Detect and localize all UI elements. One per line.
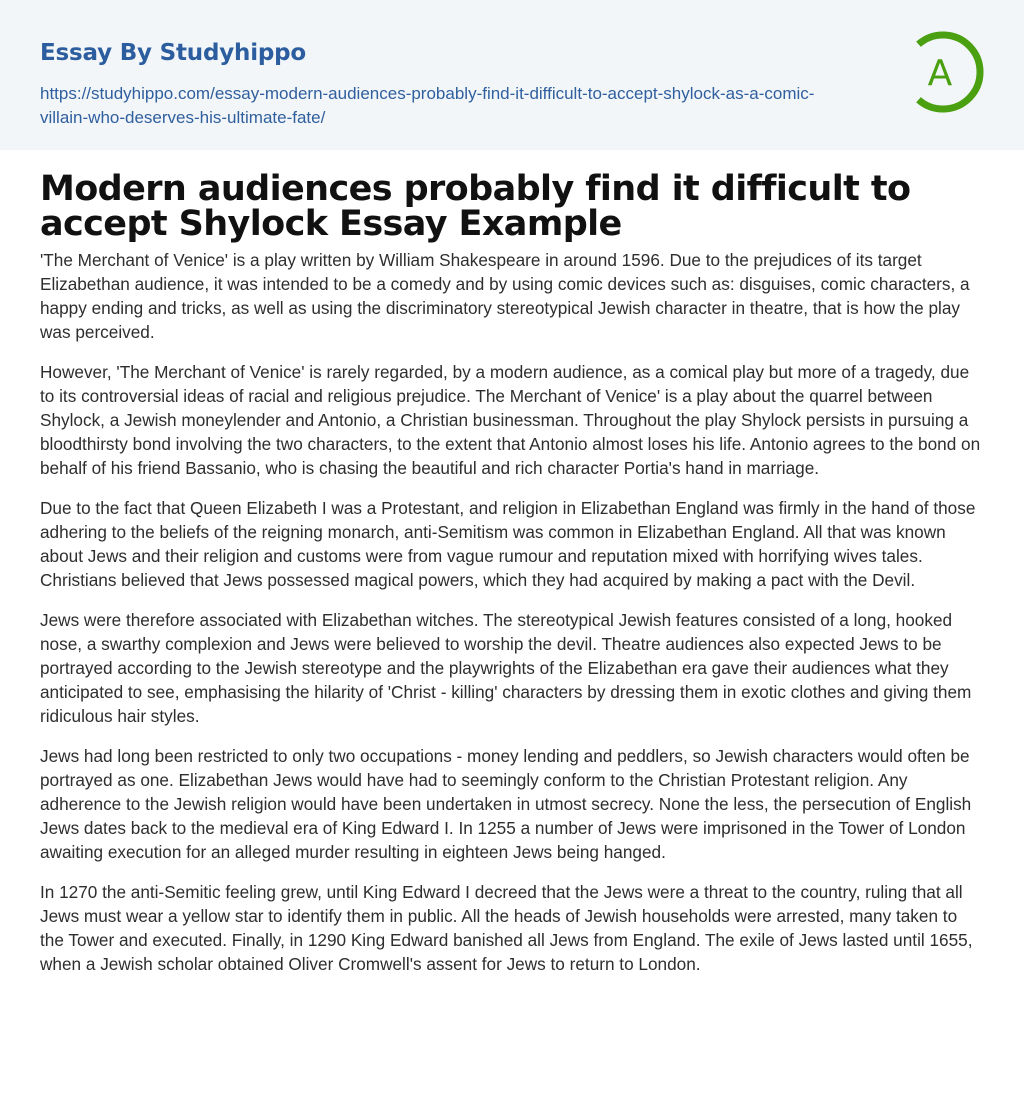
- paragraph: Jews had long been restricted to only two occupations - money lending and peddlers, so Jewish characters would often be portrayed as one. Elizabethan Jews would have had to seemingly conform to the Christian Protestant religion. Any adherence to the Jewish religion would have been undertaken in utmost secrecy. None the less, the persecution of English Jews dates back to the medieval era of King Edward I. In 1255 a number of Jews were imprisoned in the Tower of London awaiting execution for an alleged murder resulting in eighteen Jews being hanged.: [40, 746, 972, 862]
- site-header: [0, 0, 1024, 150]
- studyhippo-logo-icon[interactable]: [906, 28, 990, 116]
- logo-letter: A: [927, 53, 953, 94]
- paragraph: Jews were therefore associated with Elizabethan witches. The stereotypical Jewish features consisted of a long, hooked nose, a swarthy complexion and Jews were believed to worship the devil. Theatre audiences also expected Jews to be portrayed according to the Jewish stereotype and the playwrights of the Elizabethan era gave their audiences what they anticipated to see, emphasising the hilarity of 'Christ - killing' characters by dressing them in exotic clothes and giving them ridiculous hair styles.: [40, 610, 972, 726]
- paragraph: Due to the fact that Queen Elizabeth I was a Protestant, and religion in Elizabethan England was firmly in the hand of those adhering to the beliefs of the reigning monarch, anti-Semitism was common in Elizabethan England. All that was known about Jews and their religion and customs were from vague rumour and reputation mixed with horrifying wives tales. Christians believed that Jews possessed magical powers, which they had acquired by making a pact with the Devil.: [40, 498, 976, 590]
- essay-url-link[interactable]: https://studyhippo.com/essay-modern-audiences-probably-find-it-difficult-to-accept-shylock-as-a-comic-villain-who-deserves-his-ultimate-fate/: [40, 84, 815, 127]
- paragraph: In 1270 the anti-Semitic feeling grew, until King Edward I decreed that the Jews were a threat to the country, ruling that all Jews must wear a yellow star to identify them in public. All the heads of Jewish households were arrested, many taken to the Tower and executed. Finally, in 1290 King Edward banished all Jews from England. The exile of Jews lasted until 1655, when a Jewish scholar obtained Oliver Cromwell's assent for Jews to return to London.: [40, 882, 973, 974]
- paragraph: 'The Merchant of Venice' is a play written by William Shakespeare in around 1596. Due to the prejudices of its target Elizabethan audience, it was intended to be a comedy and by using comic devices such as: disguises, comic characters, a happy ending and tricks, as well as using the discriminatory stereotypical Jewish character in theatre, that is how the play was perceived.: [40, 250, 970, 342]
- brand-title: Essay By Studyhippo: [40, 40, 307, 66]
- paragraph: However, 'The Merchant of Venice' is rarely regarded, by a modern audience, as a comical play but more of a tragedy, due to its controversial ideas of racial and religious prejudice. The Merchant of Venice' is a play about the quarrel between Shylock, a Jewish moneylender and Antonio, a Christian businessman. Throughout the play Shylock persists in pursuing a bloodthirsty bond involving the two characters, to the extent that Antonio almost loses his life. Antonio agrees to the bond on behalf of his friend Bassanio, who is chasing the beautiful and rich character Portia's hand in marriage.: [40, 362, 981, 478]
- page-title: Modern audiences probably find it difficult to accept Shylock Essay Example: [40, 169, 911, 244]
- article: [0, 150, 1024, 976]
